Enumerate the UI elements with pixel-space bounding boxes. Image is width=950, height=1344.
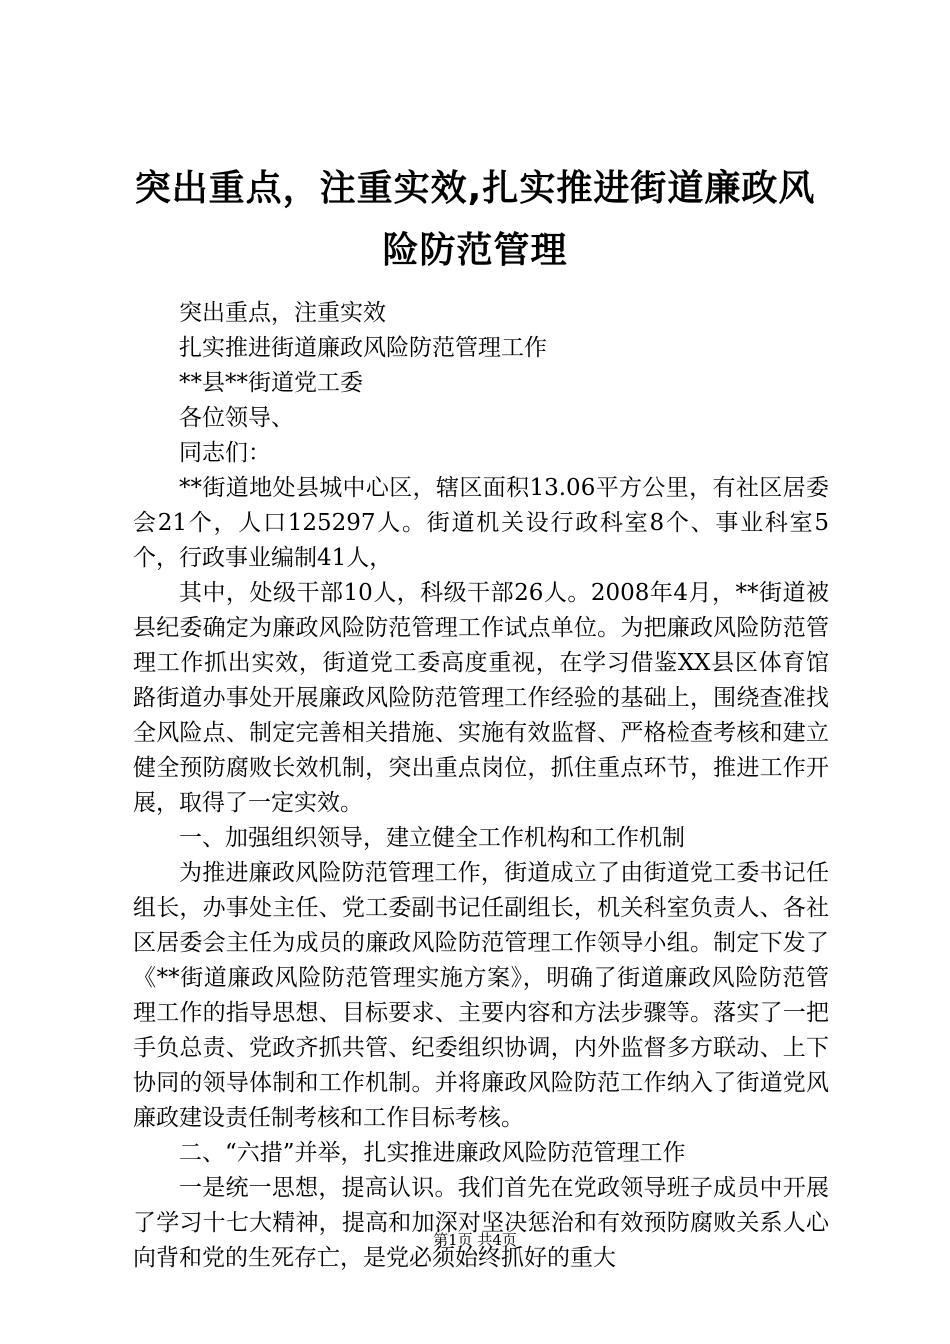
- document-body: [133, 296, 829, 1276]
- paragraph: 为推进廉政风险防范管理工作，街道成立了由街道党工委书记任组长，办事处主任、党工委副书记任副组长，机关科室负责人、各社区居委会主任为成员的廉政风险防范管理工作领导小组。制定下发了《**街道廉政风险防范管理实施方案》，明确了街道廉政风险防范管理工作的指导思想、目标要求、主要内容和方法步骤等。落实了一把手负总责、党政齐抓共管、纪委组织协调，内外监督多方联动、上下协同的领导体制和工作机制。并将廉政风险防范工作纳入了街道党风廉政建设责任制考核和工作目标考核。: [133, 860, 829, 1131]
- paragraph: 同志们：: [179, 440, 271, 466]
- page-footer: 第1页 共4页: [433, 1231, 517, 1249]
- paragraph: 扎实推进街道廉政风险防范管理工作: [179, 335, 547, 361]
- paragraph: **县**街道党工委: [179, 370, 363, 396]
- section-heading: 一、加强组织领导，建立健全工作机构和工作机制: [179, 825, 685, 851]
- paragraph: 一是统一思想，提高认识。我们首先在党政领导班子成员中开展了学习十七大精神，提高和加深对坚决惩治和有效预防腐败关系人心向背和党的生死存亡，是党必须始终抓好的重大: [133, 1175, 829, 1271]
- paragraph: **街道地处县城中心区，辖区面积13.06平方公里，有社区居委会21个，人口125297人。街道机关设行政科室8个、事业科室5个，行政事业编制41人，: [133, 475, 829, 571]
- paragraph: 突出重点，注重实效: [179, 300, 386, 326]
- paragraph: 其中，处级干部10人，科级干部26人。2008年4月，**街道被县纪委确定为廉政风险防范管理工作试点单位。为把廉政风险防范管理工作抓出实效，街道党工委高度重视，在学习借鉴XX县区体育馆路街道办事处开展廉政风险防范管理工作经验的基础上，围绕查准找全风险点、制定完善相关措施、实施有效监督、严格检查考核和建立健全预防腐败长效机制，突出重点岗位，抓住重点环节，推进工作开展，取得了一定实效。: [133, 580, 829, 816]
- document-title: 突出重点，注重实效,扎实推进街道廉政风险防范管理: [134, 168, 816, 271]
- section-heading: 二、“六措”并举，扎实推进廉政风险防范管理工作: [179, 1140, 686, 1166]
- paragraph: 各位领导、: [179, 405, 294, 431]
